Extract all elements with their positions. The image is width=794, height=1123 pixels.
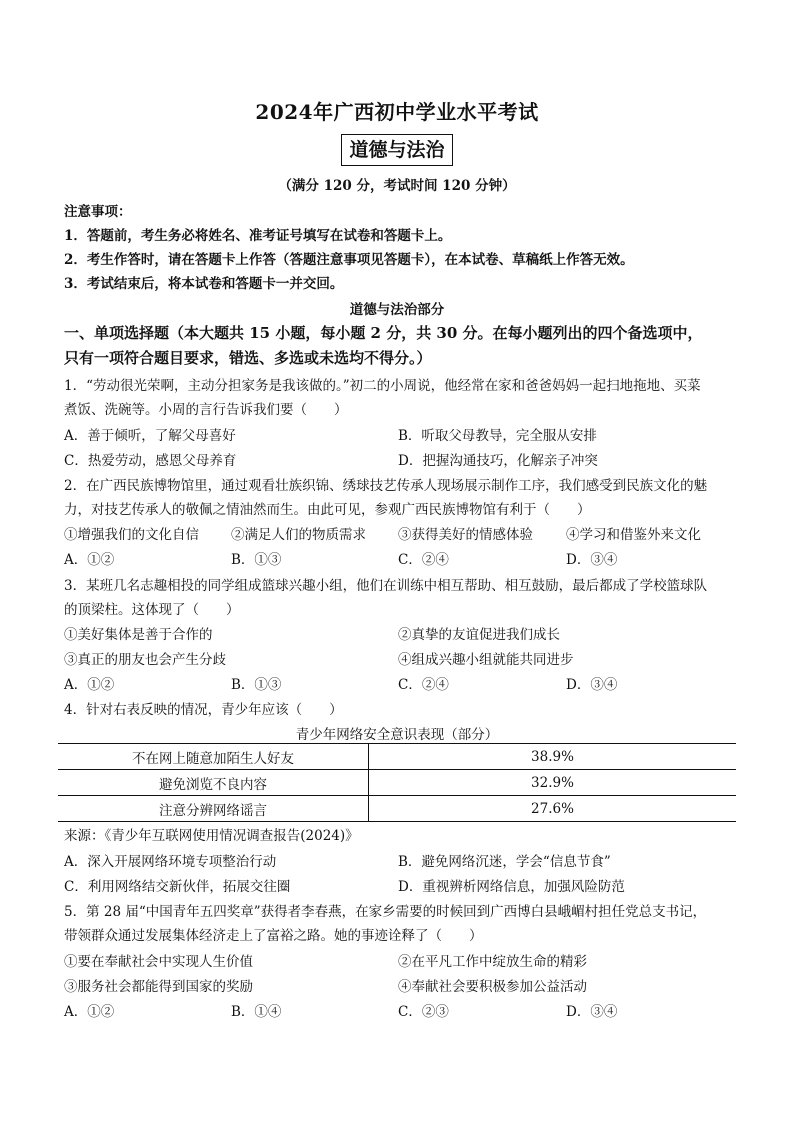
q2-option-a: A．①② <box>64 552 115 568</box>
q3-statement-1: ①美好集体是善于合作的 <box>64 627 213 643</box>
survey-table <box>58 743 736 822</box>
q4-option-a: A．深入开展网络环境专项整治行动 <box>64 854 277 870</box>
q3-statement-3: ③真正的朋友也会产生分歧 <box>64 652 226 668</box>
q2-statement-1: ①增强我们的文化自信 <box>64 527 199 543</box>
table-row <box>58 796 736 822</box>
q4-source: 来源：《青少年互联网使用情况调查报告(2024)》 <box>64 828 359 844</box>
q5-statement-4: ④奉献社会要积极参加公益活动 <box>398 979 587 995</box>
section-heading-line2: 只有一项符合题目要求，错选、多选或未选均不得分。） <box>64 349 432 367</box>
table-cell-value: 32.9% <box>369 770 737 796</box>
q2-stem-line1: 2．在广西民族博物馆里，通过观看壮族织锦、绣球技艺传承人现场展示制作工序，我们感受到民族文化的魅 <box>64 478 708 494</box>
q2-statement-4: ④学习和借鉴外来文化 <box>566 527 701 543</box>
table-cell-value: 27.6% <box>369 796 737 822</box>
part-title: 道德与法治部分 <box>349 302 445 318</box>
q3-option-c: C．②④ <box>398 677 449 693</box>
q5-statement-2: ②在平凡工作中绽放生命的精彩 <box>398 954 587 970</box>
q4-option-c: C．利用网络结交新伙伴，拓展交往圈 <box>64 879 291 895</box>
q1-option-d: D．把握沟通技巧，化解亲子冲突 <box>398 453 598 469</box>
q5-stem-line1: 5．第 28 届“中国青年五四奖章”获得者李春燕，在家乡需要的时候回到广西博白县峨嵋村担任党总支书记， <box>64 904 707 920</box>
q3-statement-4: ④组成兴趣小组就能共同进步 <box>398 652 574 668</box>
q5-stem-line2: 带领群众通过发展集体经济走上了富裕之路。她的事迹诠释了（ ） <box>64 928 483 944</box>
notice-item-1: 1．答题前，考生务必将姓名、准考证号填写在试卷和答题卡上。 <box>64 228 452 244</box>
notice-item-3: 3．考试结束后，将本试卷和答题卡一并交回。 <box>64 276 344 292</box>
q3-stem-line2: 的顶梁柱。这体现了（ ） <box>64 602 240 618</box>
q3-stem-line1: 3．某班几名志趣相投的同学组成篮球兴趣小组，他们在训练中相互帮助、相互鼓励，最后都成了学校篮球队 <box>64 578 708 594</box>
q2-option-d: D．③④ <box>566 552 618 568</box>
table-row <box>58 744 736 770</box>
q2-statement-3: ③获得美好的情感体验 <box>398 527 533 543</box>
q3-statement-2: ②真挚的友谊促进我们成长 <box>398 627 560 643</box>
exam-title: 2024年广西初中学业水平考试 <box>255 100 539 124</box>
q5-option-c: C．②③ <box>398 1004 449 1020</box>
q1-option-c: C．热爱劳动，感恩父母养育 <box>64 453 237 469</box>
q5-statement-1: ①要在奉献社会中实现人生价值 <box>64 954 253 970</box>
q2-stem-line2: 力，对技艺传承人的敬佩之情油然而生。由此可见，参观广西民族博物馆有利于（ ） <box>64 502 591 518</box>
q1-stem-line1: 1．“劳动很光荣啊，主动分担家务是我该做的。”初二的小周说，他经常在家和爸爸妈妈一起扫地拖地、买菜 <box>64 378 701 394</box>
exam-note: （满分 120 分，考试时间 120 分钟） <box>278 178 516 194</box>
q4-stem: 4．针对右表反映的情况，青少年应该（ ） <box>64 702 343 718</box>
q3-option-a: A．①② <box>64 677 115 693</box>
q1-stem-line2: 煮饭、洗碗等。小周的言行告诉我们要（ ） <box>64 402 348 418</box>
table-cell-item: 不在网上随意加陌生人好友 <box>58 744 369 770</box>
table-cell-item: 避免浏览不良内容 <box>58 770 369 796</box>
table-cell-item: 注意分辨网络谣言 <box>58 796 369 822</box>
q1-option-a: A．善于倾听，了解父母喜好 <box>64 428 236 444</box>
table-row <box>58 770 736 796</box>
notice-item-2: 2．考生作答时，请在答题卡上作答（答题注意事项见答题卡），在本试卷、草稿纸上作答无效。 <box>64 252 634 268</box>
q5-statement-3: ③服务社会都能得到国家的奖励 <box>64 979 253 995</box>
section-heading-line1: 一、单项选择题（本大题共 15 小题，每小题 2 分，共 30 分。在每小题列出的四个备选项中， <box>64 324 703 342</box>
q2-statement-2: ②满足人们的物质需求 <box>231 527 366 543</box>
q3-option-b: B．①③ <box>231 677 282 693</box>
q4-option-d: D．重视辨析网络信息，加强风险防范 <box>398 879 625 895</box>
q5-option-b: B．①④ <box>231 1004 282 1020</box>
q2-option-c: C．②④ <box>398 552 449 568</box>
q5-option-a: A．①② <box>64 1004 115 1020</box>
q4-option-b: B．避免网络沉迷，学会“信息节食” <box>398 854 611 870</box>
notice-heading: 注意事项： <box>64 204 132 220</box>
q3-option-d: D．③④ <box>566 677 618 693</box>
subject-box: 道德与法治 <box>341 134 453 166</box>
q5-option-d: D．③④ <box>566 1004 618 1020</box>
q2-option-b: B．①③ <box>231 552 282 568</box>
table-caption: 青少年网络安全意识表现（部分） <box>295 727 499 743</box>
table-cell-value: 38.9% <box>369 744 737 770</box>
q1-option-b: B．听取父母教导，完全服从安排 <box>398 428 597 444</box>
